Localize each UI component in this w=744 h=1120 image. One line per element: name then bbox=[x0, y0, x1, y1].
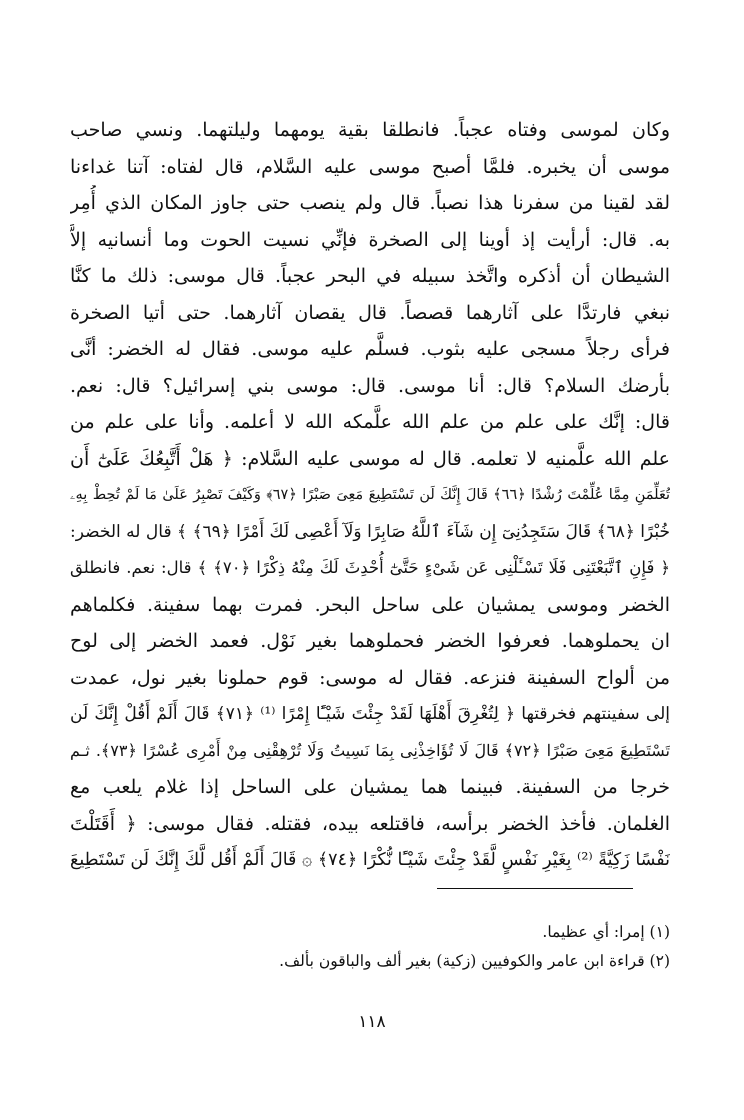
quran-verse-line: نَفْسًا زَكِيَّةً ⁽²⁾ بِغَيْرِ نَفْسٍ لَّقَدْ جِئْتَ شَيْـًٔا نُّكْرًا ﴿٧٤﴾ ۞ قَالَ أَلَمْ أَقُل لَّكَ إِنَّكَ لَن تَسْتَطِيعَ bbox=[70, 850, 670, 870]
footnote-separator bbox=[437, 888, 633, 889]
footnote: (٢) قراءة ابن عامر والكوفيين (زكية) بغير ألف والباقون بألف. bbox=[279, 952, 670, 970]
quran-verse-line: تَسْتَطِيعَ مَعِىَ صَبْرًا ﴿٧٢﴾ قَالَ لَا تُؤَاخِذْنِى بِمَا نَسِيتُ وَلَا تُرْهِقْنِى مِنْ أَمْرِى عُسْرًا ﴿٧٣﴾. ثـم bbox=[70, 740, 670, 760]
text-line: لقد لقينا من سفرنا هذا نصباً. قال ولم ينصب حتى جاوز المكان الذي أُمِر bbox=[70, 192, 670, 214]
text-line: الشيطان أن أذكره واتَّخذ سبيله في البحر عجباً. قال موسى: ذلك ما كنَّا bbox=[70, 265, 670, 287]
quran-verse-line: خُبْرًا ﴿٦٨﴾ قَالَ سَتَجِدُنِىٓ إِن شَآءَ ٱللَّهُ صَابِرًا وَلَآ أَعْصِى لَكَ أَمْرًا ﴿٦٩﴾ ﴾ قال له الخضر: bbox=[70, 521, 670, 542]
footnote: (١) إمرا: أي عظيما. bbox=[542, 923, 670, 941]
text-line: الغلمان. فأخذ الخضر برأسه، فاقتلعه بيده، فقتله. فقال موسى: ﴿ أَقَتَلْتَ bbox=[70, 812, 670, 835]
quran-verse-line: ﴿ فَإِنِ ٱتَّبَعْتَنِى فَلَا تَسْـَٔلْنِى عَن شَىْءٍ حَتَّىٰٓ أُحْدِثَ لَكَ مِنْهُ ذِكْرًا ﴿٧٠﴾ ﴾ قال: نعم. فانطلق bbox=[70, 558, 670, 577]
text-line: نبغي فارتدَّا على آثارهما قصصاً. قال يقصان آثارهما. حتى أتيا الصخرة bbox=[70, 301, 670, 324]
text-line: وكان لموسى وفتاه عجباً. فانطلقا بقية يومهما وليلتهما. ونسي صاحب bbox=[70, 119, 670, 141]
text-line: موسى أن يخبره. فلمَّا أصبح موسى عليه السَّلام، قال لفتاه: آتنا غداءنا bbox=[70, 155, 670, 178]
text-line: فرأى رجلاً مسجى عليه بثوب. فسلَّم عليه موسى. فقال له الخضر: أنَّى bbox=[70, 338, 670, 360]
text-line: قال: إنَّك على علم من علم الله علَّمكه الله لا أعلمه. وأنا على علم من bbox=[70, 411, 670, 433]
text-line: الخضر وموسى يمشيان على ساحل البحر. فمرت بهما سفينة. فكلماهم bbox=[70, 593, 670, 616]
text-line: علم الله علَّمنيه لا تعلمه. قال له موسى عليه السَّلام: ﴿ هَلْ أَتَّبِعُكَ عَلَىٰٓ أَن bbox=[70, 447, 670, 470]
text-line: خرجا من السفينة. فبينما هما يمشيان على الساحل إذا غلام يلعب مع bbox=[70, 776, 670, 798]
main-text bbox=[70, 112, 670, 879]
text-line: بأرضك السلام؟ قال: أنا موسى. قال: موسى بني إسرائيل؟ قال: نعم. bbox=[70, 374, 670, 397]
quran-verse-line: إلى سفينتهم فخرقتها ﴿ لِتُغْرِقَ أَهْلَهَا لَقَدْ جِئْتَ شَيْـًٔا إِمْرًا ⁽¹⁾ ﴿٧١﴾ قَالَ أَلَمْ أَقُلْ إِنَّكَ لَن bbox=[70, 704, 670, 724]
text-line: ان يحملوهما. فعرفوا الخضر فحملوهما بغير نَوْل. فعمد الخضر إلى لوح bbox=[70, 630, 670, 652]
quran-verse-line: تُعَلِّمَنِ مِمَّا عُلِّمْتَ رُشْدًا ﴿٦٦﴾ قَالَ إِنَّكَ لَن تَسْتَطِيعَ مَعِىَ صَبْرًا ﴿٦٧﴾ وَكَيْفَ تَصْبِرُ عَلَىٰ مَا لَمْ تُحِطْ بِهِۦ bbox=[70, 487, 670, 503]
text-line: به. قال: أرأيت إذ أوينا إلى الصخرة فإنِّي نسيت الحوت وما أنسانيه إلاَّ bbox=[70, 228, 670, 251]
footnotes bbox=[90, 918, 670, 976]
text-line: من ألواح السفينة فنزعه. فقال له موسى: قوم حملونا بغير نول، عمدت bbox=[70, 666, 670, 689]
page-number: ١١٨ bbox=[358, 1012, 386, 1032]
